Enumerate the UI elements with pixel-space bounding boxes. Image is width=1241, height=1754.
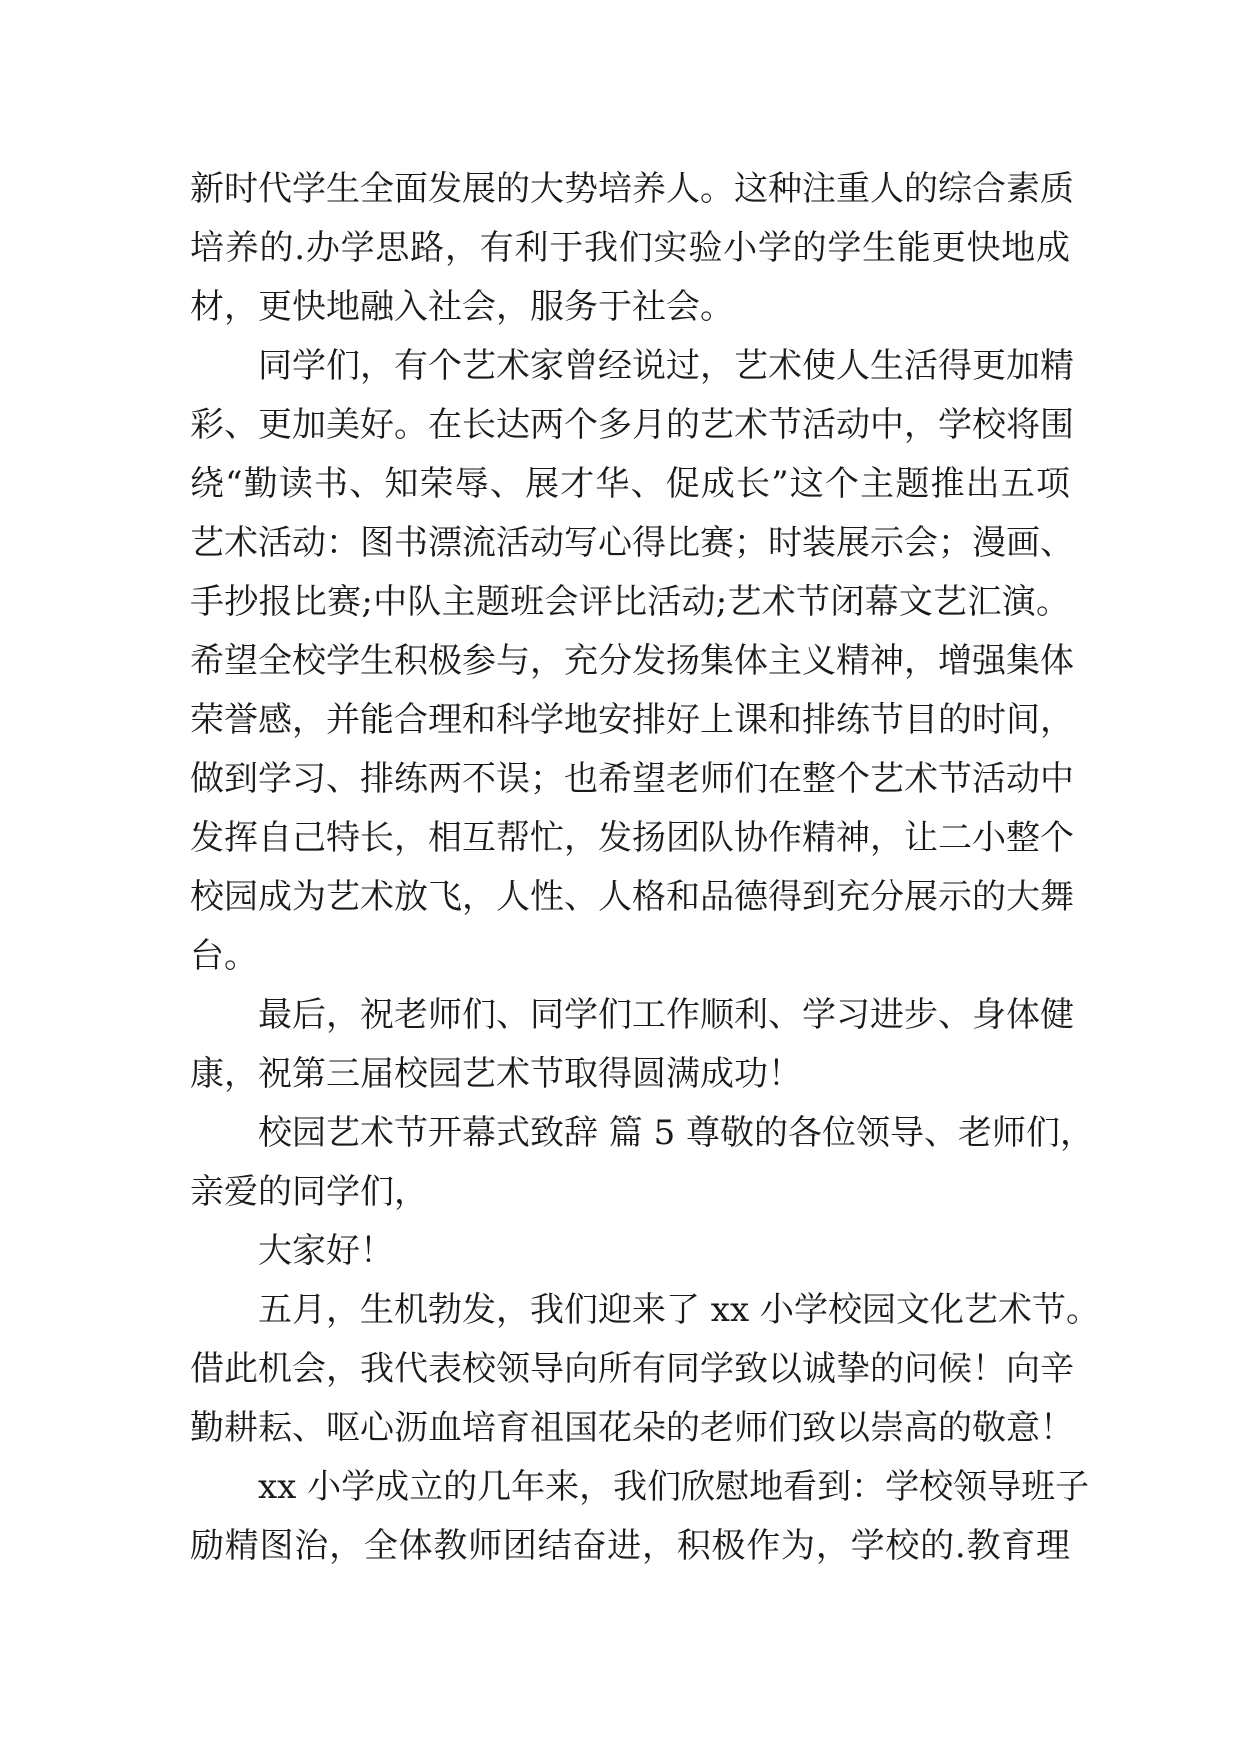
text-line: 绕“勤读书、知荣辱、展才华、促成长”这个主题推出五项 [190, 464, 1070, 504]
text-line: 借此机会，我代表校领导向所有同学致以诚挚的问候！向辛 [190, 1349, 1074, 1389]
text-line: 做到学习、排练两不误；也希望老师们在整个艺术节活动中 [190, 759, 1074, 799]
text-line: 彩、更加美好。在长达两个多月的艺术节活动中，学校将围 [190, 405, 1074, 445]
text-line: 校园艺术节开幕式致辞 篇 5 尊敬的各位领导、老师们， [258, 1113, 1095, 1153]
text-line: 艺术活动：图书漂流活动写心得比赛；时装展示会；漫画、 [190, 523, 1074, 563]
text-line: 手抄报比赛;中队主题班会评比活动;艺术节闭幕文艺汇演。 [190, 582, 1070, 622]
text-line: 培养的.办学思路，有利于我们实验小学的学生能更快地成 [190, 228, 1070, 268]
text-line: 发挥自己特长，相互帮忙，发扬团队协作精神，让二小整个 [190, 818, 1074, 858]
text-line: 新时代学生全面发展的大势培养人。这种注重人的综合素质 [190, 169, 1074, 209]
text-line: 校园成为艺术放飞，人性、人格和品德得到充分展示的大舞 [190, 877, 1074, 917]
text-line: 最后，祝老师们、同学们工作顺利、学习进步、身体健 [258, 995, 1074, 1035]
text-line: 五月，生机勃发，我们迎来了 xx 小学校园文化艺术节。 [258, 1290, 1100, 1330]
text-line: 台。 [190, 936, 258, 976]
text-line: 亲爱的同学们， [190, 1172, 428, 1212]
text-line: 康，祝第三届校园艺术节取得圆满成功！ [190, 1054, 802, 1094]
text-line: 材，更快地融入社会，服务于社会。 [190, 287, 734, 327]
text-line: 同学们，有个艺术家曾经说过，艺术使人生活得更加精 [258, 346, 1074, 386]
text-line: xx 小学成立的几年来，我们欣慰地看到：学校领导班子 [258, 1467, 1090, 1507]
text-line: 大家好！ [258, 1231, 394, 1271]
text-line: 荣誉感，并能合理和科学地安排好上课和排练节目的时间， [190, 700, 1074, 740]
document-body [190, 160, 1100, 1576]
text-line: 希望全校学生积极参与，充分发扬集体主义精神，增强集体 [190, 641, 1074, 681]
text-line: 勤耕耘、呕心沥血培育祖国花朵的老师们致以崇高的敬意！ [190, 1408, 1074, 1448]
text-line: 励精图治，全体教师团结奋进，积极作为，学校的.教育理 [190, 1526, 1070, 1566]
